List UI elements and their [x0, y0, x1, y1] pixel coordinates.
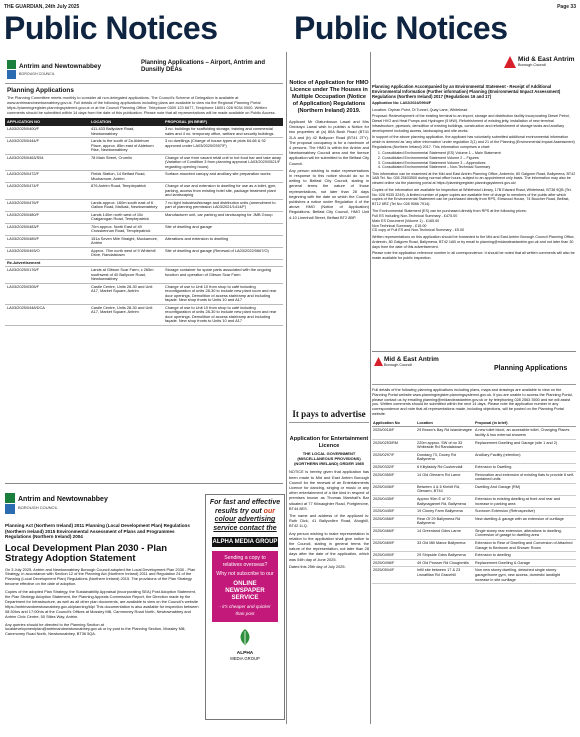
application-proposal: Replacement Dwelling and Garage (site 1 and 2) [474, 439, 576, 451]
column-header: APPLICATION NO [5, 118, 89, 126]
table-row [5, 267, 283, 284]
table-row [372, 427, 576, 439]
table-row [372, 508, 576, 516]
advert-our: our [263, 507, 275, 515]
mea-logo-name: Mid & East Antrim [518, 56, 575, 63]
planning-intro: Full details of the following planning applications including plans, maps and drawings are available to view on the Planning Portal website www.planningregister.planningsystemni.gov.uk. If you are unable to access the Planning Portal, please contact us by emailing planning@midandeastantrim.gov.uk or by telephoning 028 2563 3500 and we will assist you. Written comments should be submitted within the next 14 days. Please note the application number in any correspondence and note that all representations made, including objections, will be posted on the Planning Portal website. [372, 388, 573, 416]
env-document-list [382, 151, 576, 169]
table-row [5, 247, 283, 259]
advert-colour: colour [214, 516, 237, 523]
advert-line: advertising service contact the [213, 516, 277, 532]
application-proposal: Non new storey dwelling, detached single storey garage/home gym, new access, domestic landlight increase in site curtilage [474, 567, 576, 584]
application-location: 6 Killyfaddy Rd Cushendall [416, 463, 474, 471]
env-price: Full ES including Non-Technical Summary - £475.00 [372, 214, 458, 219]
hmo-title: Notice of Application for HMO Licence under The Houses in Multiple Occupation (Notice of Application) Regulations (Northern Ireland) 2019. [289, 80, 369, 114]
application-number: LA03/2025/0474/F [5, 183, 89, 200]
application-location: Lands 140m north west of 10c Craigarogan Road, Templepatrick [89, 211, 163, 223]
application-location: 411-433 Ballyclare Road, Newtownabbey [89, 126, 163, 138]
application-proposal: Storage container for spare parts associated with the ongoing function and operation of Gibson Scar Farm [163, 267, 283, 284]
plan-strategy-adoption-notice [5, 490, 201, 640]
env-price: Non Technical Summary - £15.00 [372, 223, 427, 228]
entertainment-licence-notice [289, 436, 369, 571]
council-logo [5, 490, 115, 516]
readvert-label: Re-Advertisement [5, 259, 283, 267]
application-proposal: Single storey rear extension, alterations to dwelling, Conversion of garage to dwelling area [474, 527, 576, 539]
env-price: Main ES Document (Volume 1) - £165.00 [372, 219, 440, 224]
application-location: Rear Of 29 Ballymena Rd Ballymena [416, 515, 474, 527]
application-number: LA03/2025/0444/F [5, 138, 89, 155]
application-number: LA03/2025/0305/F [5, 283, 89, 304]
table-row [5, 154, 283, 171]
application-number: LA03/2025/0463/S54 [5, 154, 89, 171]
application-proposal: Extension to dwelling [474, 552, 576, 560]
application-number: 2025/0498/F [372, 559, 416, 567]
table-row [372, 567, 576, 584]
application-proposal: Sunroom Extension (Retrospective) [474, 508, 576, 516]
application-number: 2025/0406/F [372, 483, 416, 495]
mea-logo-sub: Borough Council [384, 363, 413, 367]
application-location: Lands at Gibson Scar Farm, c 265m southwest of 40 Ballycorr Road, Newtownabbey [89, 267, 163, 284]
subscription-service: ONLINE NEWSPAPER SERVICE [225, 579, 265, 602]
env-paragraph: Please note the application reference number in all correspondence. It should be noted that all written comments will also be made available for public inspection. [372, 251, 575, 260]
application-number: LA03/2025/0489/F [5, 235, 89, 247]
application-number: 2025/0018/F [372, 427, 416, 439]
hmo-paragraph: Applicant Mr Olatunbosun Lawal and Mrs Omotayo Lawal wish to publish a Notice for two properties at (a) 80A Bush Road (BT41 2LA and (b) 42 Ballycorr Road (BT41 2TY). The proposal occupancy is for a maximum of 4 persons. The HMO is within the Antrim and Newtownabbey Council area and the licence application will be submitted to the Belfast City Council. [289, 119, 370, 166]
application-proposal: Ancillary Facility (retention) [474, 451, 576, 463]
table-row [5, 183, 283, 200]
application-proposal: Manufacturer unit, car parking and landscaping for JMB Group [163, 211, 283, 223]
application-number: LA03/2025/0480/F [5, 211, 89, 223]
licence-paragraph: NOTICE is hereby given that application has been made to Mid and East Antrim Borough Council for the renewal of an Entertainments Licence for dancing, singing or music or any other entertainment of a like kind in respect of premises known as Thomas Marshall's Bar situated at 77 Kilwaughter Road, Portglenone, BT44 8ES. [289, 469, 369, 511]
subscription-box [212, 551, 278, 622]
application-proposal: Extension to existing dwelling at front and rear and increase in parking area [474, 495, 576, 507]
application-location: Approx 90m E of 70 Ballynagarnet Rd, Ballymena [416, 495, 474, 507]
table-row [372, 483, 576, 495]
section-rule [372, 351, 576, 352]
application-location: Lands to the south of 2a Aldeburn Place, approx. 85m east of Aldeburn Rise, Newtownabbey [89, 138, 163, 155]
application-number: 2025/0466/F [372, 527, 416, 539]
application-proposal: Change of use to Unit 10 from shop to café including reconfiguration of units 28-30 to include new plant room and rear door openings. Demolition of access stair/ramp and including façade. New shop fronts to Units 10 and A17 [163, 304, 283, 325]
hmo-paragraph: Any person wishing to make representations in response to this notice should do so in writing to Belfast City Council, stating in general terms the nature of those representations, not later than 28 days beginning with the date on which the Council publishes a notice under Regulation 4 of the above HMO (Notice of Application) Regulations. Belfast City Council, HMO Unit 4-10 Linenhall Street, Belfast BT2 8BP. [289, 167, 369, 220]
subscription-line: - it's cheaper and quicker than post [219, 604, 271, 616]
alpha-logo-sub: MEDIA GROUP [230, 655, 260, 661]
mea-logo-icon [374, 357, 383, 366]
application-location: 14 Old Glenarm Rd Larne [416, 471, 474, 483]
env-title: Planning Application Accompanied by an Environmental Statement - Receipt of Additional Environmental Information (Further information) Planning (Environmental Impact Assessment) Regulations (Northern Ireland) 2017 (Regulations 16 and 17) [372, 84, 561, 99]
intro-paragraph: The Planning Committee meets monthly to consider all non-delegated applications. The Council's Scheme of Delegation is available at www.antrimandnewtownabbey.gov.uk. Full details of the following applications including plans are available to view via the Regional Planning Portal https://planningregister.planningsystemni.gov.uk or at the Council Planning Office. Telephone 0300 123 6677, Textphone 18001 028 9034 0000. Written comments should be submitted within 14 days from the date of this publication. Please note that all representations will be made available on Public Access. [7, 95, 276, 115]
planning-heading: Planning Applications [494, 365, 568, 372]
application-proposal: 7 no light industrial/storage and distribution units (amendment to part of planning permission LA03/2021/1414/F) [163, 199, 283, 211]
table-row [372, 451, 576, 463]
application-location: 29 Shipside Gdns Ballymena [416, 552, 474, 560]
application-proposal: Change of use and extension to dwelling for use as a toilet, gym, parking, access from existing hotel site, package treatment plant and landscaping [163, 183, 283, 200]
application-proposal: Extension to Dwelling [474, 463, 576, 471]
application-location: Lands approx. 160m south east of 6 Gallow Road, Mallusk, Newtownabbey [89, 199, 163, 211]
application-location: 70m approx. North East of 49 Crosskennan Road, Templepatrick [89, 223, 163, 235]
application-number: 2025/0297/F [372, 451, 416, 463]
table-row [372, 559, 576, 567]
publication-name: THE GUARDIAN, 24th July 2025 [4, 4, 80, 10]
application-number: LA03/2025/0493/O [5, 247, 89, 259]
env-paragraph: Written representations on this application should be forwarded to the Mid and East Antrim Borough Council Planning Office, Ardeevin, 80 Galgorm Road, Ballymena, BT42 1AB or by email to planning@midandeastantrim.gov.uk and not later than 30 days from the date of this advertisement. [372, 235, 575, 249]
table-row [372, 540, 576, 552]
subscription-line: Why not subscribe to our [216, 571, 274, 578]
application-location: 33 Old Mill Manor Ballymena [416, 540, 474, 552]
list-item: 3. Consolidated Environmental Statement Volume 3 – Appendices [382, 161, 576, 166]
notice-header [5, 56, 283, 84]
application-proposal: Extension to Rear of Dwelling and Conversion of Attached Garage to Bedroom and Shower Room [474, 540, 576, 552]
env-location: Location: Orphan Point, Ol Tunnel, Quay Lane, Whitehead [372, 107, 468, 112]
application-location: Castle Centre, Units 28-30 and Unit A17, Market Square, Antrim [89, 304, 163, 325]
licence-paragraph: Any person wishing to make representation in relation to the application shall give notice to the Council, stating in general terms the nature of the representation, not later than 28 days after the date of the application, which was 04th day of June 2025. [289, 530, 369, 562]
table-row [5, 126, 283, 138]
mea-planning-notice [372, 355, 576, 584]
council-name: Antrim and Newtownabbey [19, 63, 102, 70]
application-proposal: Site of dwelling and garage (Renewal of LA03/2022/0667/O) [163, 247, 283, 259]
application-number: 2025/0253/RM [372, 439, 416, 451]
application-location: Between 4 & 6 Kinhilt Rd, Glenarm, BT44 [416, 483, 474, 495]
alpha-logo [206, 628, 284, 661]
mea-environmental-notice [372, 56, 576, 261]
application-number: LA03/2025/0448/DCA [5, 304, 89, 325]
table-row [372, 463, 576, 471]
application-number: LA03/2025/0483/F [5, 223, 89, 235]
application-number: 2025/0332/F [372, 463, 416, 471]
readvert-row [5, 259, 283, 267]
env-price: CD copy of Full ES and Non-Technical Summary - £5.00 [372, 228, 465, 233]
application-location: 49 Old Prosser Rd Cloughmills [416, 559, 474, 567]
table-row [372, 439, 576, 451]
application-number: 2025/0469/F [372, 540, 416, 552]
application-proposal: Dwelling And Garage (RM) [474, 483, 576, 495]
subscription-line: Sending a copy to relatives overseas? [222, 555, 268, 568]
application-proposal: 3 no dwellings (Change of house types at plots 64-66 & 92 approved under LA03/2020/0397/F) [163, 138, 283, 155]
column-rule [370, 52, 371, 724]
page-header-right: Public Notices [294, 10, 508, 46]
table-row [372, 527, 576, 539]
application-location: 29 Brown's Bay Rd Islandmagee [416, 427, 474, 439]
it-pays-to-advertise: It pays to advertise [289, 409, 369, 423]
env-paragraph: Copies of the information are available for inspection at Whitehead Library, 17B Edward Road, Whitehead, BT38 9QB (Tel. No: 028 9335 3249). A limited number of paper copies are available free of charge to members of the public after which copies of the Environmental Statement can be purchased directly from RPS, Elmwood House, 74 Boucher Road, Belfast, BT12 6RZ (Tel No: 028 9066 7914). [372, 187, 572, 206]
alpha-logo-name: ALPHA [236, 650, 254, 656]
applications-table [5, 118, 283, 326]
env-paragraph: In support of the above planning application, the applicant has voluntarily submitted additional environmental information which is deemed as 'any other information' under regulation 2(1) and 21 of the Planning (Environmental Impact Assessment) Regulations (Northern Ireland) 2017. This information comprises a chart: [372, 135, 575, 149]
application-number: LA03/2025/0176/F [5, 267, 89, 284]
notice-title: Planning Applications – Airport, Antrim and Dunsilly DEAs [141, 60, 266, 73]
antrim-planning-notice [5, 56, 283, 326]
table-row [5, 199, 283, 211]
application-location: 876 Antrim Road, Templepatrick [89, 183, 163, 200]
table-row [5, 283, 283, 304]
licence-title: Application for Entertainment Licence [289, 436, 369, 449]
application-proposal: Renovation and extension of existing flats to provide 6 self-contained units [474, 471, 576, 483]
application-proposal: New dwelling & garage with an extension of curtilage [474, 515, 576, 527]
column-header: PROPOSAL (IN BRIEF) [163, 118, 283, 126]
column-rule [286, 52, 287, 724]
table-row [372, 552, 576, 560]
table-header-row [372, 420, 576, 427]
adoption-paragraph: On 3 July 2025, Antrim and Newtownabbey Borough Council adopted the Local Development Plan 2030 - Plan Strategy, in accordance with Section 12 of the Planning Act (Northern Ireland) 2011 and Regulation 24 of the Planning (Local Development Plan) Regulations (Northern Ireland) 2015. The provisions of the Plan Strategy become effective on the date of adoption. [5, 566, 196, 587]
application-proposal: Alterations and extension to dwelling [163, 235, 283, 247]
column-header: LOCATION [89, 118, 163, 126]
application-proposal: A new toilet block, an accessible toilet, Changing Places facility & two external showers [474, 427, 576, 439]
application-location: Dundarg 73, Dooey Rd Ballymena [416, 451, 474, 463]
table-row [372, 471, 576, 483]
alpha-media-advert [205, 494, 285, 720]
env-paragraph: This information can be examined at the Mid and East Antrim Planning Office, Ardeevin, 80 Galgorm Road, Ballymena, BT42 1AB Tel. No: 028 25633500 during normal office hours, subject to an appointment only basis. The information may also be viewed online via the planning portal at https://planningregister.planningsystemni.gov.uk/ [372, 171, 576, 186]
application-location: 14 Greenland Gdns Larne [416, 527, 474, 539]
env-appno: Application No: LA02/2024/0994/F [372, 101, 432, 105]
application-location: Fields Station, 14 Belfast Road, Muckamore, Antrim [89, 171, 163, 183]
table-row [372, 515, 576, 527]
application-location: 220m approx. SW of no 33 Whiteside Rd Randalstown [416, 439, 474, 451]
application-proposal: Site of dwelling and garage [163, 223, 283, 235]
application-proposal: Change of use to Unit 10 from shop to café including reconfiguration of units 28-30 to include new plant room and rear door openings. Demolition of access stair/ramp and including façade. New shop fronts to Units 10 and A17 [163, 283, 283, 304]
hmo-licence-notice [289, 80, 369, 222]
env-paragraph: The Environmental Statement (ES) can be purchased directly from RPS at the following prices: [372, 208, 527, 213]
list-item: 1. Consolidated Environmental Statement (ES) Volume 1 – Main Statement [382, 151, 576, 156]
list-item: 4. Consolidated Environmental Statement – Non-Technical Summary [382, 165, 576, 170]
table-row [5, 304, 283, 325]
application-number: 2025/0355/F [372, 471, 416, 483]
table-row [5, 138, 283, 155]
application-proposal: Surface-mounted canopy and ancillary site preparation works [163, 171, 283, 183]
council-sub: BOROUGH COUNCIL [19, 72, 55, 76]
application-location: 78 Main Street, Crumlin [89, 154, 163, 171]
page-number: Page 33 [557, 4, 576, 10]
env-paragraph: Proposal: Redevelopment of the existing terminal to an import, storage and distribution facility incorporating Diesel Petrol, Diesel HVO and Heat Pumps and Hydrogen (5 MW). Refurbishment of existing jetty, installation of new terminal infrastructure, pipework, demolition of existing buildings, construction and refurbishment of storage tanks and ancillary development including access, landscaping and site works. [372, 114, 570, 133]
list-item: 2. Consolidated Environmental Statement Volume 2 – Figures [382, 156, 576, 161]
application-number: LA03/2025/0476/F [5, 199, 89, 211]
notice-header [372, 355, 576, 385]
application-proposal: Replacement Dwelling & Garage [474, 559, 576, 567]
section-rule [5, 483, 283, 484]
application-number: 2025/0445/F [372, 508, 416, 516]
company-bar: ALPHA MEDIA GROUP [212, 539, 278, 545]
application-location: Infill site between 17 & 23 Lisnafillan Rd Gracehill [416, 567, 474, 584]
application-number: 2025/0490/F [372, 552, 416, 560]
table-row [5, 235, 283, 247]
council-logo [7, 58, 102, 82]
licence-order: THE LOCAL GOVERNMENT (MISCELLANEOUS PROVISIONS) (NORTHERN IRELAND) ORDER 1985 [294, 451, 364, 466]
alpha-leaf-icon [236, 628, 254, 646]
council-name: Antrim and Newtownabbey [18, 496, 108, 503]
application-location: Approx. 75m north west of 9 Whitehill Drive, Randalstown [89, 247, 163, 259]
column-header: Location [416, 420, 474, 427]
column-header: Application No [372, 420, 416, 427]
application-proposal: 3 no. buildings for scaffolding storage, training and commercial sales and 4 no. temporary office, welfare and security buildings [163, 126, 283, 138]
application-location: Castle Centre, Units 28-30 and Unit A17, Market Square, Antrim [89, 283, 163, 304]
advert-line: For fast and effective results try out [209, 499, 281, 515]
application-number: 2025/0435/F [372, 495, 416, 507]
application-proposal: Change of use from vacant retail unit to hot food bar and take away (Variation of Condition 3 from planning approval LA03/2020/0521/F regarding opening hours) [163, 154, 283, 171]
mea-logo-sub: Borough Council [518, 63, 547, 67]
application-location: 151a Seven Mile Straight, Muckamore, Antrim [89, 235, 163, 247]
licence-paragraph: The name and address of the applicant is: Ruth Dick, 41 Ballyvollen Road, Ahoghill, BT42 1LQ. [289, 513, 369, 529]
application-number: LA03/2025/0472/F [5, 171, 89, 183]
adoption-title: Local Development Plan 2030 - Plan Strategy Adoption Statement [5, 542, 168, 564]
table-row [5, 223, 283, 235]
section-title: Planning Applications [7, 87, 74, 94]
mea-logo [374, 356, 439, 367]
table-row [5, 211, 283, 223]
adoption-paragraph: Any queries should be directed to the Planning Section at localdevelopmentplan@antrimandnewtownabbey.gov.uk or by post to the Planning Section, Mossley Mill, Carnmoney Road North, Newtownabbey, BT36 5QA. [5, 621, 186, 637]
table-row [372, 495, 576, 507]
application-number: 2025/0456/F [372, 515, 416, 527]
table-row [5, 171, 283, 183]
mea-logo [504, 56, 576, 82]
application-number: LA03/2025/0400/F [5, 126, 89, 138]
table-header-row [5, 118, 283, 126]
mea-logo-icon [504, 56, 516, 68]
adoption-paragraph: Copies of the adopted Plan Strategy, the Sustainability Appraisal (incorporating SEA) Post Adoption Statement, the Plan Strategy Adoption Statement, the Planning Appeals Commission Report, the Direction made by the Department for Infrastructure, as well as all other plan documents, are available to view on the Council's website https://antrimandnewtownabbey.gov.uk/planning/ldp/ This documentation is also available for inspection between 08:30hrs and 17:00hrs at the Council's Offices at Mossley Mill, Carnmoney Road North, Newtownabbey and Antrim Civic Centre, 50 Stiles Way, Antrim. [5, 589, 199, 619]
mea-logo-name: Mid & East Antrim [384, 356, 439, 363]
licence-paragraph: Dated this 25th day of July 2025. [289, 563, 346, 569]
page-header-left: Public Notices [4, 10, 218, 46]
council-sub: BOROUGH COUNCIL [18, 505, 58, 510]
act-references: Planning Act (Northern Ireland) 2011 Planning (Local Development Plan) Regulations (Northern Ireland) 2015 Environmental Assessment of Plans and Programmes Regulations (Northern Ireland) 2004 [5, 523, 190, 539]
mea-applications-table [372, 420, 576, 584]
application-number: 2025/0504/F [372, 567, 416, 584]
advert-headline [206, 499, 284, 533]
application-location: 19 Cloney Farm Ballymena [416, 508, 474, 516]
column-header: Proposal (in brief) [474, 420, 576, 427]
